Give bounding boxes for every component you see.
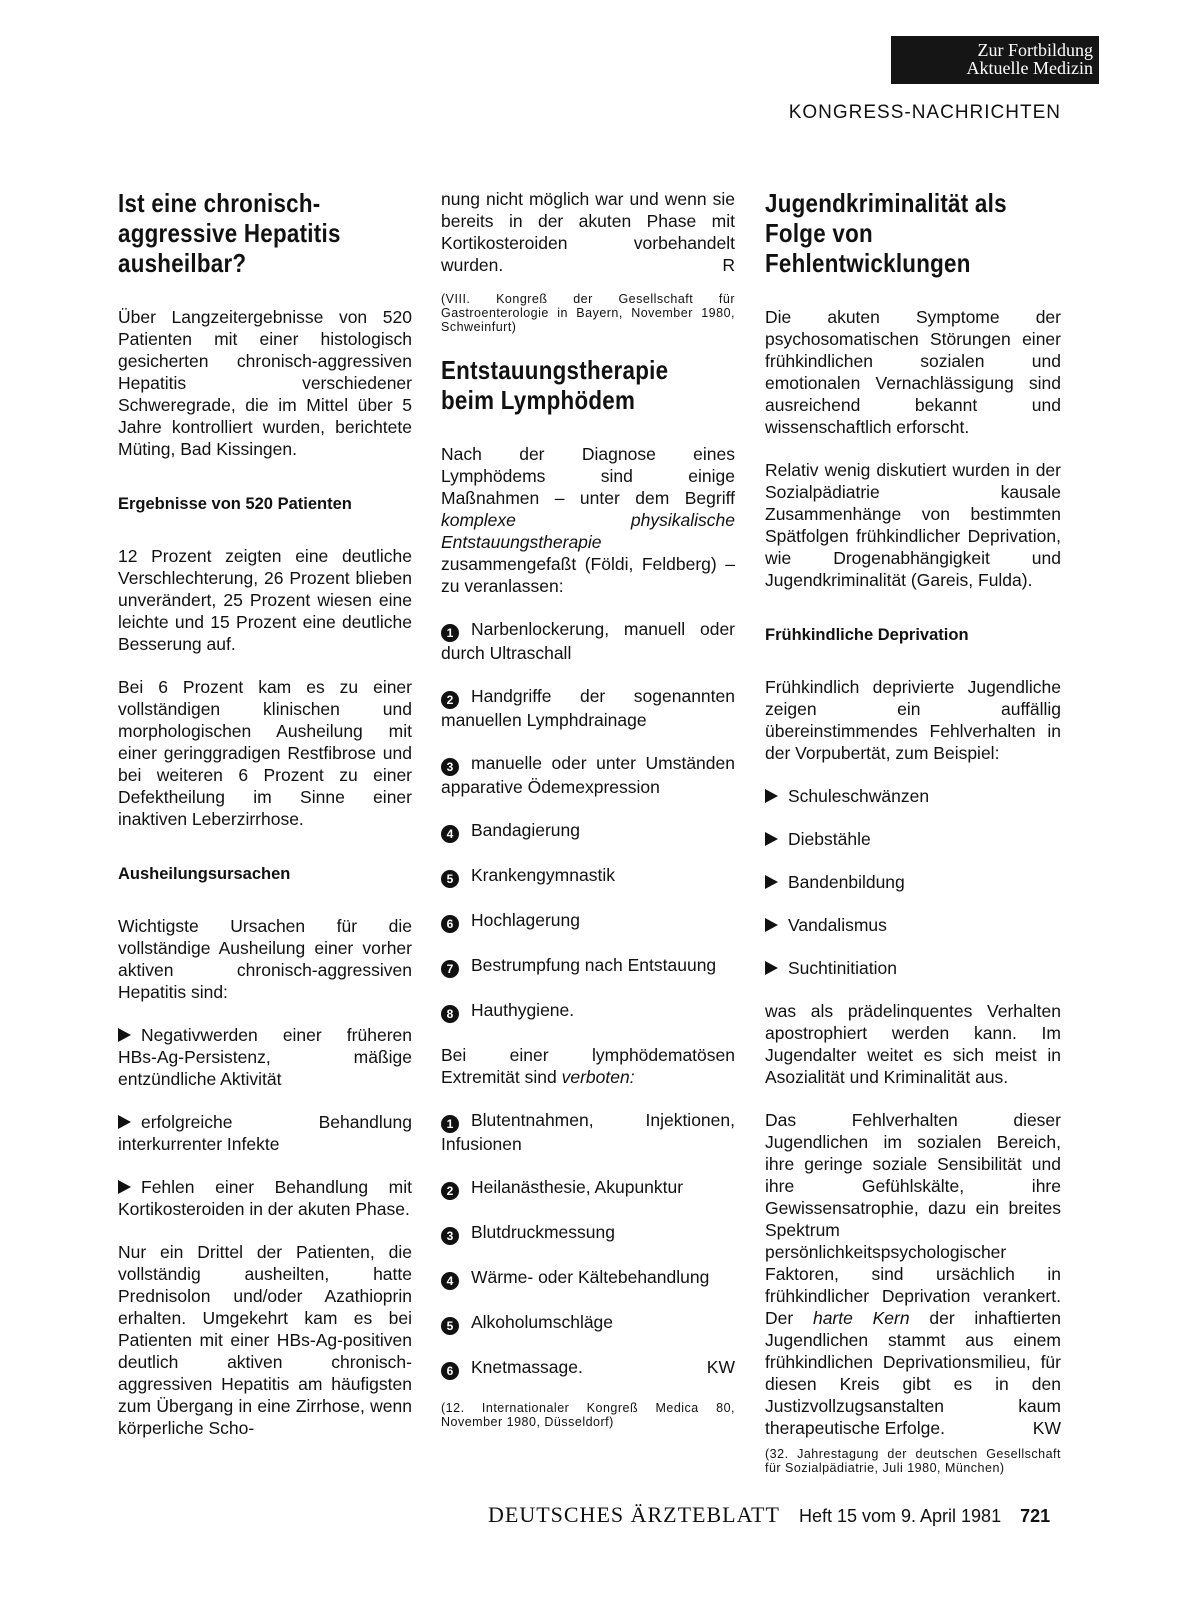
- numbered-item: [441, 1109, 735, 1155]
- article1-paragraph-continued: Nur ein Drittel der Patienten, die vollständig ausheilten, hatte Prednisolon und/oder Azathioprin erhalten. Umgekehrt kam es bei Patienten mit einer HBs-Ag-positiven deutlich aktiven chronisch-aggressiven Hepatitis am häufigsten zum Übergang in eine Zirrhose, wenn körperliche Scho-: [118, 1242, 412, 1438]
- numbered-item: [441, 954, 735, 978]
- article3-bullet: [765, 914, 1061, 936]
- numbered-item: [441, 1311, 735, 1335]
- issue-info: Heft 15 vom 9. April 1981: [798, 1506, 1002, 1526]
- numbered-item-text: Bestrumpfung nach Entstauung: [471, 955, 717, 975]
- numbered-item: [441, 1266, 735, 1290]
- article1-bullet: [118, 1111, 412, 1155]
- numbered-item: [441, 685, 735, 731]
- numbered-item-text: Blutdruckmessung: [471, 1222, 615, 1242]
- bullet-text: Diebstähle: [788, 829, 871, 849]
- bullet-text: Fehlen einer Behandlung mit Kortikosteroiden in der akuten Phase.: [118, 1177, 412, 1219]
- text-run: Nach der Diagnose eines Lymphödems sind einige Maßnahmen – unter dem Begriff: [441, 444, 735, 508]
- numbered-item-text: Knetmassage.: [471, 1357, 583, 1377]
- article3-bullet: [765, 785, 1061, 807]
- article3-bullet: [765, 871, 1061, 893]
- number-circle-icon: 4: [441, 1272, 459, 1290]
- article3-signature: KW: [1032, 1418, 1061, 1438]
- numbered-item: [441, 819, 735, 843]
- triangle-bullet-icon: [765, 832, 778, 846]
- forbidden-list: [441, 1109, 735, 1380]
- numbered-item-text: Bandagierung: [471, 820, 580, 840]
- triangle-bullet-icon: [118, 1028, 131, 1042]
- article3-bullet-list: [765, 785, 1061, 979]
- article3-title: Jugendkriminalität als Folge von Fehlentwicklungen: [765, 188, 1007, 278]
- number-circle-icon: 2: [441, 691, 459, 709]
- article1-reference: (VIII. Kongreß der Gesellschaft für Gastroenterologie in Bayern, November 1980, Schweinfurt): [441, 292, 735, 334]
- article3-paragraph: Die akuten Symptome der psychosomatischen Störungen einer frühkindlichen sozialen und emotionalen Vernachlässigung sind ausreichend bekannt und wissenschaftlich erforscht.: [765, 307, 1061, 437]
- column-1: [118, 188, 412, 1460]
- rubric-badge: [891, 36, 1099, 84]
- rubric-line-1: Zur Fortbildung: [977, 40, 1093, 60]
- numbered-item: [441, 909, 735, 933]
- text-run: Das Fehlverhalten dieser Jugendlichen im sozialen Bereich, ihre geringe soziale Sensibilität und ihre Gefühlskälte, ihre Gewissensatrophie, dazu ein breites Spektrum persönlichkeitspsychologischer Faktoren, sind ursächlich in frühkindlicher Deprivation verankert. Der: [765, 1110, 1061, 1328]
- bullet-text: Bandenbildung: [788, 872, 905, 892]
- number-circle-icon: 7: [441, 960, 459, 978]
- number-circle-icon: 2: [441, 1182, 459, 1200]
- numbered-item-text: Hauthygiene.: [471, 1000, 575, 1020]
- article1-bullet: [118, 1024, 412, 1090]
- column-3: [765, 188, 1061, 1496]
- number-circle-icon: 3: [441, 758, 459, 776]
- article1-paragraph-end: [441, 188, 735, 276]
- numbered-item-text: Krankengymnastik: [471, 865, 615, 885]
- article1-continuation-text: nung nicht möglich war und wenn sie bereits in der akuten Phase mit Kortikosteroiden vorbehandelt wurden.: [441, 189, 735, 275]
- article1-paragraph: 12 Prozent zeigten eine deutliche Verschlechterung, 26 Prozent blieben unverändert, 25 Prozent wiesen eine leichte und 15 Prozent eine deutliche Besserung auf.: [118, 546, 412, 654]
- article2-title: Entstauungstherapie beim Lymphödem: [441, 355, 669, 415]
- triangle-bullet-icon: [765, 789, 778, 803]
- article3-heading: Frühkindliche Deprivation: [765, 626, 969, 644]
- numbered-item: [441, 999, 735, 1023]
- emphasis-text: komplexe physikalische Entstauungstherapie: [441, 510, 735, 552]
- numbered-item: [441, 618, 735, 664]
- number-circle-icon: 6: [441, 1362, 459, 1380]
- number-circle-icon: 1: [441, 1115, 459, 1133]
- article1-intro: Über Langzeitergebnisse von 520 Patienten mit einer histologisch gesicherten chronisch-aggressiven Hepatitis verschiedener Schweregrade, die im Mittel über 5 Jahre kontrolliert wurden, berichtete Müting, Bad Kissingen.: [118, 307, 412, 459]
- article3-bullet: [765, 957, 1061, 979]
- numbered-item-text: Heilanästhesie, Akupunktur: [471, 1177, 684, 1197]
- journal-name: DEUTSCHES ÄRZTEBLATT: [488, 1502, 780, 1527]
- numbered-item-text: Handgriffe der sogenannten manuellen Lymphdrainage: [441, 686, 735, 730]
- number-circle-icon: 5: [441, 870, 459, 888]
- triangle-bullet-icon: [118, 1115, 131, 1129]
- number-circle-icon: 1: [441, 624, 459, 642]
- bullet-text: Suchtinitiation: [788, 958, 897, 978]
- article1-paragraph: Wichtigste Ursachen für die vollständige Ausheilung einer vorher aktiven chronisch-aggressiven Hepatitis sind:: [118, 916, 412, 1002]
- page-footer: [488, 1502, 1050, 1528]
- numbered-item: [441, 1176, 735, 1200]
- text-run: der inhaftierten Jugendlichen stammt aus einem frühkindlichen Deprivationsmilieu, für diesen Kreis gibt es in den Justizvollzugsanstalten kaum therapeutische Erfolge.: [765, 1308, 1062, 1438]
- column-2: [441, 188, 735, 1450]
- bullet-text: Schuleschwänzen: [788, 786, 930, 806]
- article3-reference: (32. Jahrestagung der deutschen Gesellschaft für Sozialpädiatrie, Juli 1980, München): [765, 1447, 1061, 1475]
- number-circle-icon: 4: [441, 825, 459, 843]
- section-label: KONGRESS-NACHRICHTEN: [788, 102, 1061, 123]
- numbered-item: [441, 1221, 735, 1245]
- article3-paragraph: Relativ wenig diskutiert wurden in der Sozialpädiatrie kausale Zusammenhänge von bestimmten Spätfolgen frühkindlicher Deprivation, wie Drogenabhängigkeit und Jugendkriminalität (Gareis, Fulda).: [765, 460, 1061, 590]
- bullet-text: Vandalismus: [788, 915, 887, 935]
- text-run: zusammengefaßt (Földi, Feldberg) – zu veranlassen:: [441, 554, 735, 596]
- article2-signature: KW: [706, 1357, 735, 1377]
- article1-bullet: [118, 1176, 412, 1220]
- bullet-text: erfolgreiche Behandlung interkurrenter Infekte: [118, 1112, 412, 1154]
- triangle-bullet-icon: [765, 961, 778, 975]
- number-circle-icon: 8: [441, 1005, 459, 1023]
- article1-signature: R: [722, 255, 735, 275]
- article2-reference: (12. Internationaler Kongreß Medica 80, November 1980, Düsseldorf): [441, 1401, 735, 1429]
- article1-title: Ist eine chronisch-aggressive Hepatitis ausheilbar?: [118, 188, 341, 278]
- triangle-bullet-icon: [118, 1180, 131, 1194]
- numbered-item: [441, 864, 735, 888]
- article2-intro: [441, 443, 735, 597]
- numbered-item-text: Blutentnahmen, Injektionen, Infusionen: [441, 1110, 735, 1154]
- number-circle-icon: 6: [441, 915, 459, 933]
- article1-heading-causes: Ausheilungsursachen: [118, 865, 291, 883]
- triangle-bullet-icon: [765, 918, 778, 932]
- rubric-line-2: Aktuelle Medizin: [966, 58, 1093, 78]
- numbered-item-text: manuelle oder unter Umständen apparative Ödemexpression: [441, 753, 735, 797]
- article1-paragraph: Bei 6 Prozent kam es zu einer vollständigen klinischen und morphologischen Ausheilung mit einer geringgradigen Restfibrose und bei weiteren 6 Prozent zu einer Defektheilung im Sinne einer inaktiven Leberzirrhose.: [118, 677, 412, 829]
- numbered-item-text: Narbenlockerung, manuell oder durch Ultraschall: [441, 619, 735, 663]
- numbered-item: [441, 1356, 735, 1380]
- triangle-bullet-icon: [765, 875, 778, 889]
- number-circle-icon: 3: [441, 1227, 459, 1245]
- numbered-item-text: Hochlagerung: [471, 910, 580, 930]
- article3-paragraph: was als prädelinquentes Verhalten apostrophiert werden kann. Im Jugendalter weitet es sich meist in Asozialität und Kriminalität aus.: [765, 1001, 1061, 1087]
- page-number: 721: [1020, 1506, 1051, 1526]
- measures-list: [441, 618, 735, 1023]
- numbered-item-text: Alkoholumschläge: [471, 1312, 614, 1332]
- numbered-item-text: Wärme- oder Kältebehandlung: [471, 1267, 710, 1287]
- text-run: Bei einer lymphödematösen Extremität sind: [441, 1045, 735, 1087]
- article3-bullet: [765, 828, 1061, 850]
- article1-heading-results: Ergebnisse von 520 Patienten: [118, 495, 352, 513]
- bullet-text: Negativwerden einer früheren HBs-Ag-Persistenz, mäßige entzündliche Aktivität: [118, 1025, 412, 1089]
- article2-forbidden-intro: [441, 1044, 735, 1088]
- emphasis-text: harte Kern: [812, 1308, 910, 1328]
- emphasis-text: verboten:: [561, 1067, 635, 1087]
- article3-paragraph-last: [765, 1109, 1061, 1439]
- article3-paragraph: Frühkindlich deprivierte Jugendliche zeigen ein auffällig übereinstimmendes Fehlverhalten in der Vorpubertät, zum Beispiel:: [765, 677, 1061, 763]
- numbered-item: [441, 752, 735, 798]
- number-circle-icon: 5: [441, 1317, 459, 1335]
